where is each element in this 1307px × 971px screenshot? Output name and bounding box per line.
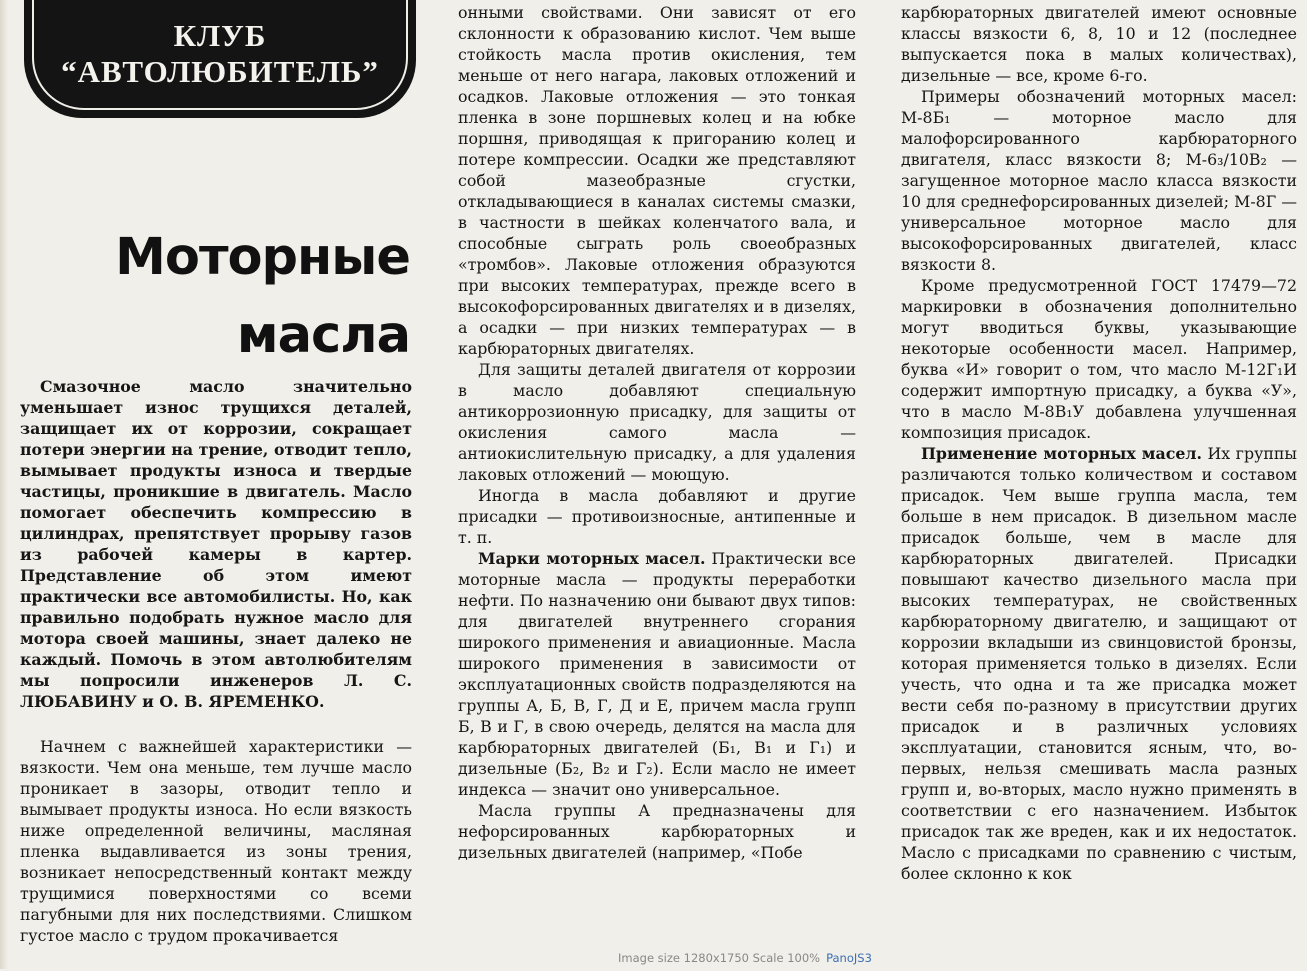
- col3-paragraph-3: Кроме предусмотренной ГОСТ 17479—72 маркировки в обозначения дополнительно могут вводиться буквы, указывающие некоторые особенности масел. Например, буква «И» говорит о том, что масло М-12Г₁И содержит импортную присадку, а буква «У», что в масло М-8В₁У добавлена улучшенная композиция присадок.: [901, 276, 1297, 442]
- col3-paragraph-2: Примеры обозначений моторных масел: М-8Б₁ — моторное масло для малофорсированного карбюраторного двигателя, класс вязкости 8; М-6₃/10В₂ — загущенное моторное масло класса вязкости 10 для среднефорсированных дизелей; М-8Г — универсальное моторное масло для высокофорсированных двигателей, класс вязкости 8.: [901, 87, 1297, 274]
- viewer-brand-link[interactable]: PanoJS3: [826, 951, 872, 965]
- club-logo-line1: КЛУБ: [173, 18, 267, 53]
- club-logo: [24, 0, 416, 118]
- col2-paragraph-3: Иногда в масла добавляют и другие присадки — противоизносные, антипенные и т. п.: [458, 486, 856, 547]
- col2-paragraph-1: онными свойствами. Они зависят от его склонности к образованию кислот. Чем выше стойкость масла против окисления, тем меньше от него нагара, лаковых отложений и осадков. Лаковые отложения — это тонкая пленка в зоне поршневых колец и на юбке поршня, приводящая к пригоранию колец и потере компрессии. Осадки же представляют собой мазеобразные сгустки, откладывающиеся в каналах системы смазки, в частности в шейках коленчатого вала, и способные сыграть роль своеобразных «тромбов». Лаковые отложения образуются при высоких температурах, прежде всего в высокофорсированных двигателях и в дизелях, а осадки — при низких температурах — в карбюраторных двигателях.: [458, 3, 856, 358]
- col2-paragraph-4: [458, 548, 856, 800]
- section-heading-marks: Марки моторных масел.: [478, 549, 706, 568]
- intro-paragraph: Смазочное масло значительно уменьшает износ трущихся деталей, защищает их от коррозии, сокращает потери энергии на трение, отводит тепло, вымывает продукты износа и твердые частицы, проникшие в двигатель. Масло помогает обеспечить компрессию в цилиндрах, препятствует прорыву газов из рабочей камеры в картер. Представление об этом имеют практически все автомобилисты. Но, как правильно подобрать нужное масло для мотора своей машины, знает далеко не каждый. Помочь в этом автолюбителям мы попросили инженеров Л. С. ЛЮБАВИНУ и О. В. ЯРЕМЕНКО.: [20, 377, 412, 711]
- image-size-readout: Image size 1280x1750 Scale 100%: [618, 951, 821, 965]
- club-logo-frame: [32, 0, 408, 110]
- col3-paragraph-4-text: Их группы различаются только количеством и составом присадок. Чем выше группа масла, тем больше в нем присадок. В дизельном масле присадок больше, чем в масле для карбюраторных двигателей. Присадки повышают качество дизельного масла при высоких температурах, не свойственных карбюраторному двигателю, и защищают от коррозии вкладыши из свинцовистой бронзы, которая применяется только в дизелях. Если учесть, что одна и та же присадка может вести себя по-разному в присутствии других присадок и в различных условиях эксплуатации, становится ясным, что, во-первых, нельзя смешивать масла разных групп и, во-вторых, масло нужно применять в соответствии с его назначением. Избыток присадок так же вреден, как и их недостаток. Масло с присадками по сравнению с чистым, более склонно к кок: [901, 444, 1297, 883]
- column-3: [901, 2, 1297, 971]
- col3-paragraph-1: карбюраторных двигателей имеют основные классы вязкости 6, 8, 10 и 12 (последнее выпускается пока в малых количествах), дизельные — все, кроме 6-го.: [901, 3, 1297, 85]
- section-heading-usage: Применение моторных масел.: [921, 444, 1203, 463]
- page-edge: [0, 0, 8, 969]
- article-intro: [20, 376, 412, 712]
- col3-paragraph-4: [901, 443, 1297, 884]
- column-1-body: [20, 736, 412, 946]
- column-2: [458, 2, 856, 971]
- article-title-line2: масла: [236, 306, 410, 365]
- col2-paragraph-5: Масла группы А предназначены для нефорсированных карбюраторных и дизельных двигателей (например, «Побе: [458, 801, 856, 862]
- article-title-line1: Моторные: [115, 228, 410, 287]
- col2-paragraph-2: Для защиты деталей двигателя от коррозии в масло добавляют специальную антикоррозионную присадку, для защиты от окисления самого масла — антиокислительную присадку, а для удаления лаковых отложений — моющую.: [458, 360, 856, 484]
- col1-paragraph: Начнем с важнейшей характеристики — вязкости. Чем она меньше, тем лучше масло проникает в зазоры, отводит тепло и вымывает продукты износа. Но если вязкость ниже определенной величины, масляная пленка выдавливается из зоны трения, возникает непосредственный контакт между трущимися поверхностями со всеми пагубными для них последствиями. Слишком густое масло с трудом прокачивается: [20, 737, 412, 945]
- club-logo-line2: “АВТОЛЮБИТЕЛЬ”: [61, 54, 379, 89]
- viewer-status-bar: [614, 948, 876, 968]
- col2-paragraph-4-text: Практически все моторные масла — продукты переработки нефти. По назначению они бывают двух типов: для двигателей внутреннего сгорания широкого применения и авиационные. Масла широкого применения в зависимости от эксплуатационных свойств подразделяются на группы А, Б, В, Г, Д и Е, причем масла групп Б, В и Г, в свою очередь, делятся на масла для карбюраторных двигателей (Б₁, В₁ и Г₁) и дизельные (Б₂, В₂ и Г₂). Если масло не имеет индекса — значит оно универсальное.: [458, 549, 856, 799]
